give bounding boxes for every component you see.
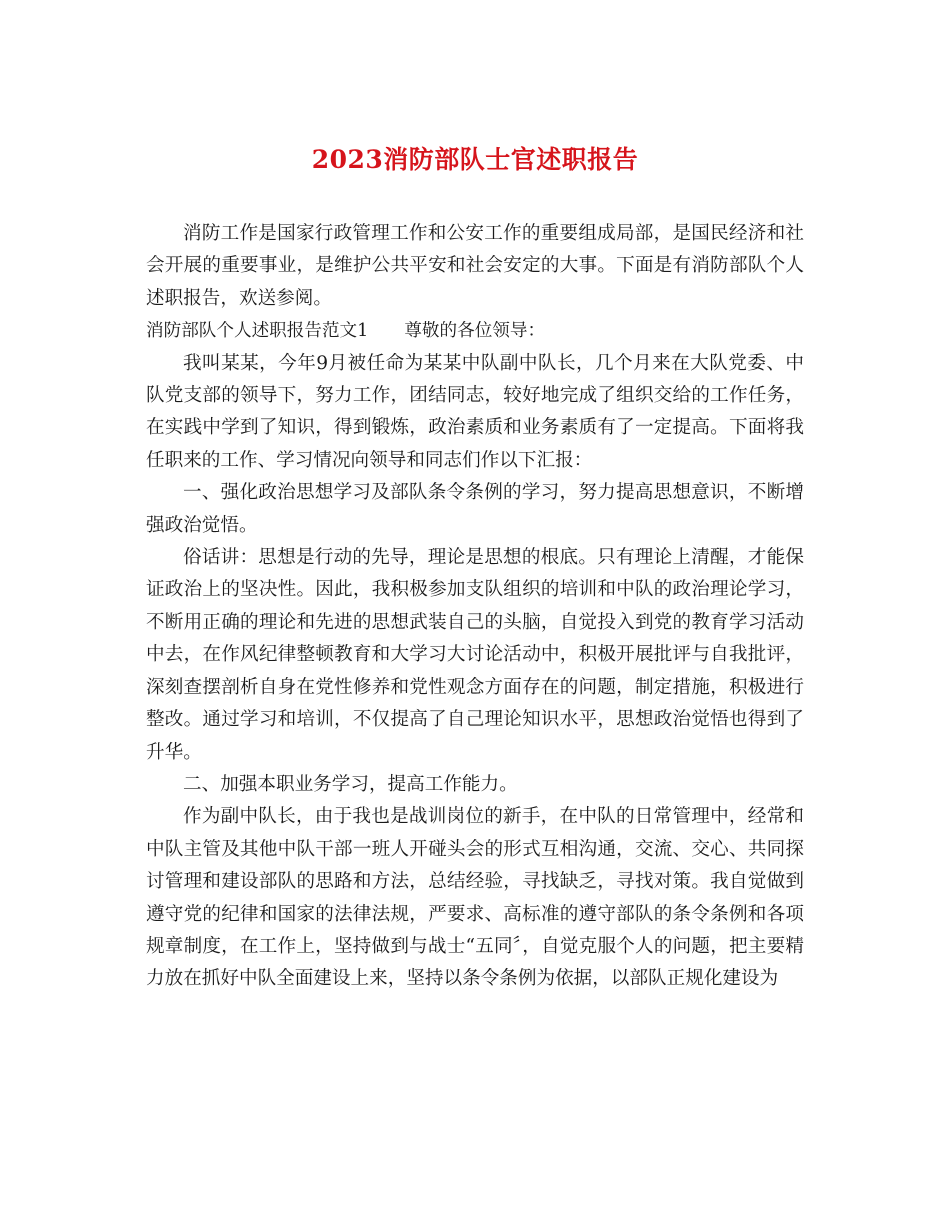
document-title: 2023消防部队士官述职报告 (311, 145, 639, 174)
intro-paragraph: 消防工作是国家行政管理工作和公安工作的重要组成局部，是国民经济和社会开展的重要事业，是维护公共平安和社会安定的大事。下面是有消防部队个人述职报告，欢送参阅。 (146, 223, 804, 309)
section-heading: 二、加强本职业务学习，提高工作能力。 (183, 773, 518, 795)
section-heading: 一、强化政治思想学习及部队条令条例的学习，努力提高思想意识，不断增强政治觉悟。 (146, 482, 804, 536)
body-paragraph: 作为副中队长，由于我也是战训岗位的新手，在中队的日常管理中，经常和中队主管及其他中队干部一班人开碰头会的形式互相沟通，交流、交心、共同探讨管理和建设部队的思路和方法，总结经验，寻找缺乏，寻找对策。我自觉做到遵守党的纪律和国家的法律法规，严要求、高标准的遵守部队的条令条例和各项规章制度，在工作上，坚持做到与战士“五同〞，自觉克服个人的问题，把主要精力放在抓好中队全面建设上来，坚持以条令条例为依据，以部队正规化建设为 (146, 806, 804, 990)
salutation: 尊敬的各位领导： (404, 321, 546, 342)
sample-heading: 消防部队个人述职报告范文1 (146, 321, 369, 342)
body-paragraph: 俗话讲：思想是行动的先导，理论是思想的根底。只有理论上清醒，才能保证政治上的坚决性。因此，我积极参加支队组织的培训和中队的政治理论学习，不断用正确的理论和先进的思想武装自己的头脑，自觉投入到党的教育学习活动中去，在作风纪律整顿教育和大学习大讨论活动中，积极开展批评与自我批评，深刻查摆剖析自身在党性修养和党性观念方面存在的问题，制定措施，积极进行整改。通过学习和培训，不仅提高了自己理论知识水平，思想政治觉悟也得到了升华。 (146, 547, 804, 763)
body-paragraph: 我叫某某，今年9月被任命为某某中队副中队长，几个月来在大队党委、中队党支部的领导下，努力工作，团结同志，较好地完成了组织交给的工作任务，在实践中学到了知识，得到锻炼，政治素质和业务素质有了一定提高。下面将我任职来的工作、学习情况向领导和同志们作以下汇报： (146, 352, 804, 471)
sample-heading-line (146, 315, 804, 347)
